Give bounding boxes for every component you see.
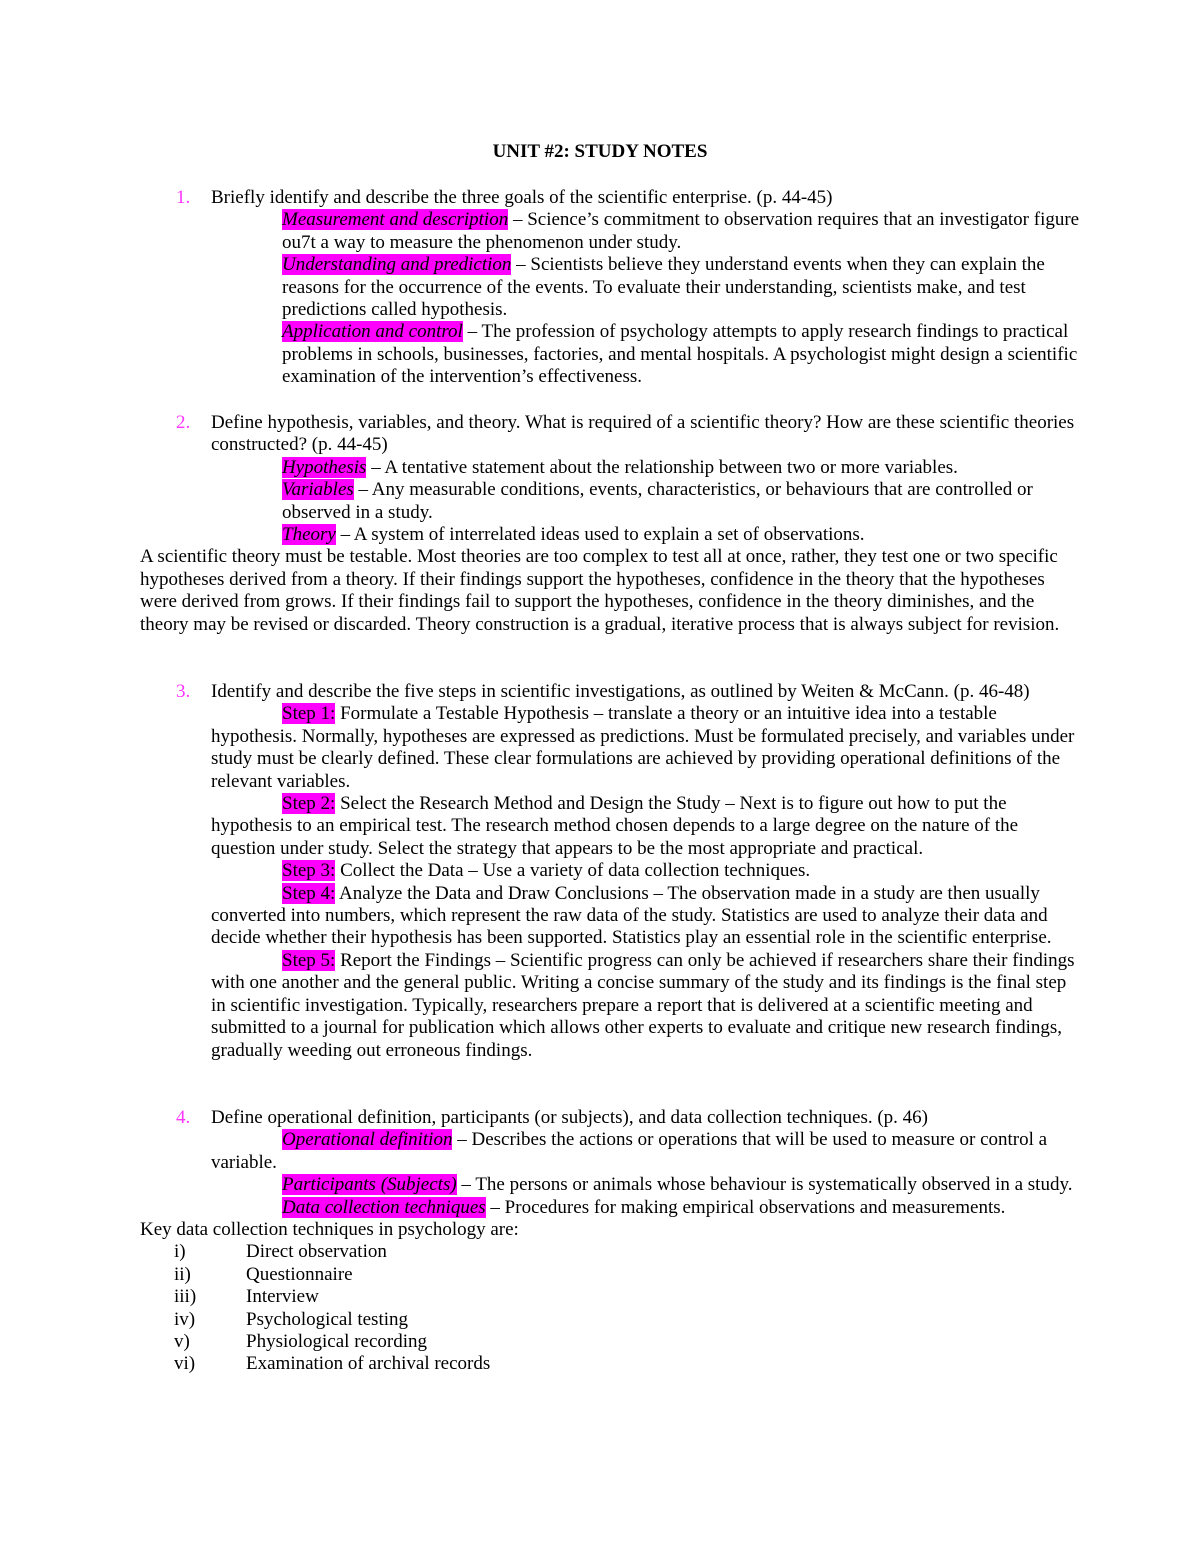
definition-item bbox=[140, 1129, 1080, 1174]
definition-text: – Science’s commitment to observation requires that an investigator figure ou7t a way to measure the phenomenon under study. bbox=[282, 209, 1080, 253]
list-item bbox=[140, 1331, 1080, 1353]
step-item bbox=[140, 950, 1080, 1062]
definition-text: – Describes the actions or operations that will be used to measure or control a variable. bbox=[211, 1129, 1048, 1173]
definition-item bbox=[140, 254, 1080, 321]
definition-item bbox=[140, 479, 1080, 524]
list-item bbox=[140, 1264, 1080, 1286]
step-item bbox=[140, 860, 1080, 882]
step-text: Select the Research Method and Design the Study – Next is to figure out how to put the hypothesis to an empirical test. The research method chosen depends to a large degree on the nature of the question under study. Select the strategy that appears to be the most appropriate and practical. bbox=[211, 793, 1019, 859]
definition-text: – The profession of psychology attempts to apply research findings to practical problems in schools, businesses, factories, and mental hospitals. A psychologist might design a scientific examination of the intervention’s effectiveness. bbox=[282, 321, 1078, 388]
definition-item bbox=[140, 457, 1080, 479]
list-text: Direct observation bbox=[246, 1241, 387, 1263]
question-number: 1. bbox=[176, 187, 191, 208]
list-number: i) bbox=[174, 1241, 186, 1263]
list-item bbox=[140, 1241, 1080, 1263]
question-text: Define hypothesis, variables, and theory. What is required of a scientific theory? How are these scientific theories constructed? (p. 44-45) bbox=[211, 412, 1075, 456]
highlighted-term: Hypothesis bbox=[282, 456, 367, 478]
highlighted-term: Measurement and description bbox=[282, 209, 509, 231]
list-item bbox=[140, 1286, 1080, 1308]
definition-text: – Scientists believe they understand events when they can explain the reasons for the occurrence of the events. To evaluate their understanding, scientists make, and test predictions called hypothesis. bbox=[282, 254, 1045, 321]
step-item bbox=[140, 883, 1080, 950]
highlighted-term: Understanding and prediction bbox=[282, 254, 512, 276]
list-text: Interview bbox=[246, 1286, 319, 1308]
question-2-prompt bbox=[140, 412, 1080, 457]
step-text: Report the Findings – Scientific progress can only be achieved if researchers share their findings with one another and the general public. Writing a concise summary of the study and its findings is the final step in scientific investigation. Typically, researchers prepare a report that is delivered at a scientific meeting and submitted to a journal for publication which allows other experts to evaluate and critique new research findings, gradually weeding out erroneous findings. bbox=[211, 949, 1075, 1061]
step-text: Formulate a Testable Hypothesis – translate a theory or an intuitive idea into a testable hypothesis. Normally, hypotheses are expressed as predictions. Must be formulated precisely, and variables under study must be clearly defined. These clear formulations are achieved by providing operational definitions of the relevant variables. bbox=[211, 703, 1075, 792]
list-item bbox=[140, 1309, 1080, 1331]
question-1-prompt bbox=[140, 187, 1080, 209]
highlighted-term: Application and control bbox=[282, 321, 463, 343]
definition-text: – Any measurable conditions, events, characteristics, or behaviours that are controlled or observed in a study. bbox=[282, 479, 1033, 523]
step-label: Step 5: bbox=[282, 949, 336, 971]
highlighted-term: Theory bbox=[282, 524, 336, 546]
step-label: Step 2: bbox=[282, 793, 336, 815]
highlighted-term: Participants (Subjects) bbox=[282, 1174, 457, 1196]
definition-text: – A system of interrelated ideas used to explain a set of observations. bbox=[335, 524, 865, 546]
question-4 bbox=[140, 1107, 1080, 1376]
step-label: Step 3: bbox=[282, 860, 336, 882]
page-title: UNIT #2: STUDY NOTES bbox=[492, 141, 708, 162]
question-text: Define operational definition, participants (or subjects), and data collection techniques. (p. 46) bbox=[211, 1107, 929, 1128]
question-number: 3. bbox=[176, 681, 191, 702]
list-text: Examination of archival records bbox=[246, 1353, 491, 1375]
step-text: Analyze the Data and Draw Conclusions – The observation made in a study are then usually converted into numbers, which represent the raw data of the study. Statistics are used to analyze their data and decide whether their hypothesis has been supported. Statistics play an essential role in the scientific enterprise. bbox=[211, 882, 1052, 949]
definition-item bbox=[140, 1197, 1080, 1219]
step-label: Step 4: bbox=[282, 882, 336, 904]
question-2 bbox=[140, 412, 1080, 636]
question-number: 2. bbox=[176, 412, 191, 433]
definition-item bbox=[140, 1174, 1080, 1196]
list-text: Psychological testing bbox=[246, 1308, 409, 1330]
definition-text: – Procedures for making empirical observations and measurements. bbox=[485, 1196, 1006, 1218]
highlighted-term: Variables bbox=[282, 479, 354, 501]
question-text: Identify and describe the five steps in scientific investigations, as outlined by Weiten & McCann. (p. 46-48) bbox=[211, 681, 1030, 702]
definition-item bbox=[140, 209, 1080, 254]
step-item bbox=[140, 793, 1080, 860]
highlighted-term: Data collection techniques bbox=[282, 1196, 486, 1218]
step-text: Collect the Data – Use a variety of data collection techniques. bbox=[335, 860, 811, 882]
definition-text: – The persons or animals whose behaviour is systematically observed in a study. bbox=[456, 1174, 1073, 1196]
question-4-prompt bbox=[140, 1107, 1080, 1129]
question-3-prompt bbox=[140, 681, 1080, 703]
step-label: Step 1: bbox=[282, 703, 336, 725]
list-number: ii) bbox=[174, 1263, 191, 1285]
question-3 bbox=[140, 681, 1080, 1062]
list-number: v) bbox=[174, 1331, 190, 1352]
techniques-intro: Key data collection techniques in psychology are: bbox=[140, 1219, 519, 1241]
definition-item bbox=[140, 524, 1080, 546]
list-number: iii) bbox=[174, 1286, 197, 1308]
question-text: Briefly identify and describe the three goals of the scientific enterprise. (p. 44-45) bbox=[211, 187, 833, 208]
theory-paragraph: A scientific theory must be testable. Most theories are too complex to test all at once, rather, they test one or two specific hypotheses derived from a theory. If their findings support the hypotheses, confidence in the theory that the hypotheses were derived from grows. If their findings fail to support the hypotheses, confidence in the theory diminishes, and the theory may be revised or discarded. Theory construction is a gradual, iterative process that is always subject for revision. bbox=[140, 546, 1060, 635]
list-number: vi) bbox=[174, 1353, 196, 1375]
list-item bbox=[140, 1353, 1080, 1375]
definition-text: – A tentative statement about the relationship between two or more variables. bbox=[366, 456, 958, 478]
question-number: 4. bbox=[176, 1107, 191, 1128]
list-text: Questionnaire bbox=[246, 1263, 353, 1285]
step-item bbox=[140, 703, 1080, 793]
list-text: Physiological recording bbox=[246, 1331, 427, 1352]
list-number: iv) bbox=[174, 1308, 196, 1330]
highlighted-term: Operational definition bbox=[282, 1129, 453, 1151]
definition-item bbox=[140, 321, 1080, 388]
question-1 bbox=[140, 187, 1080, 389]
